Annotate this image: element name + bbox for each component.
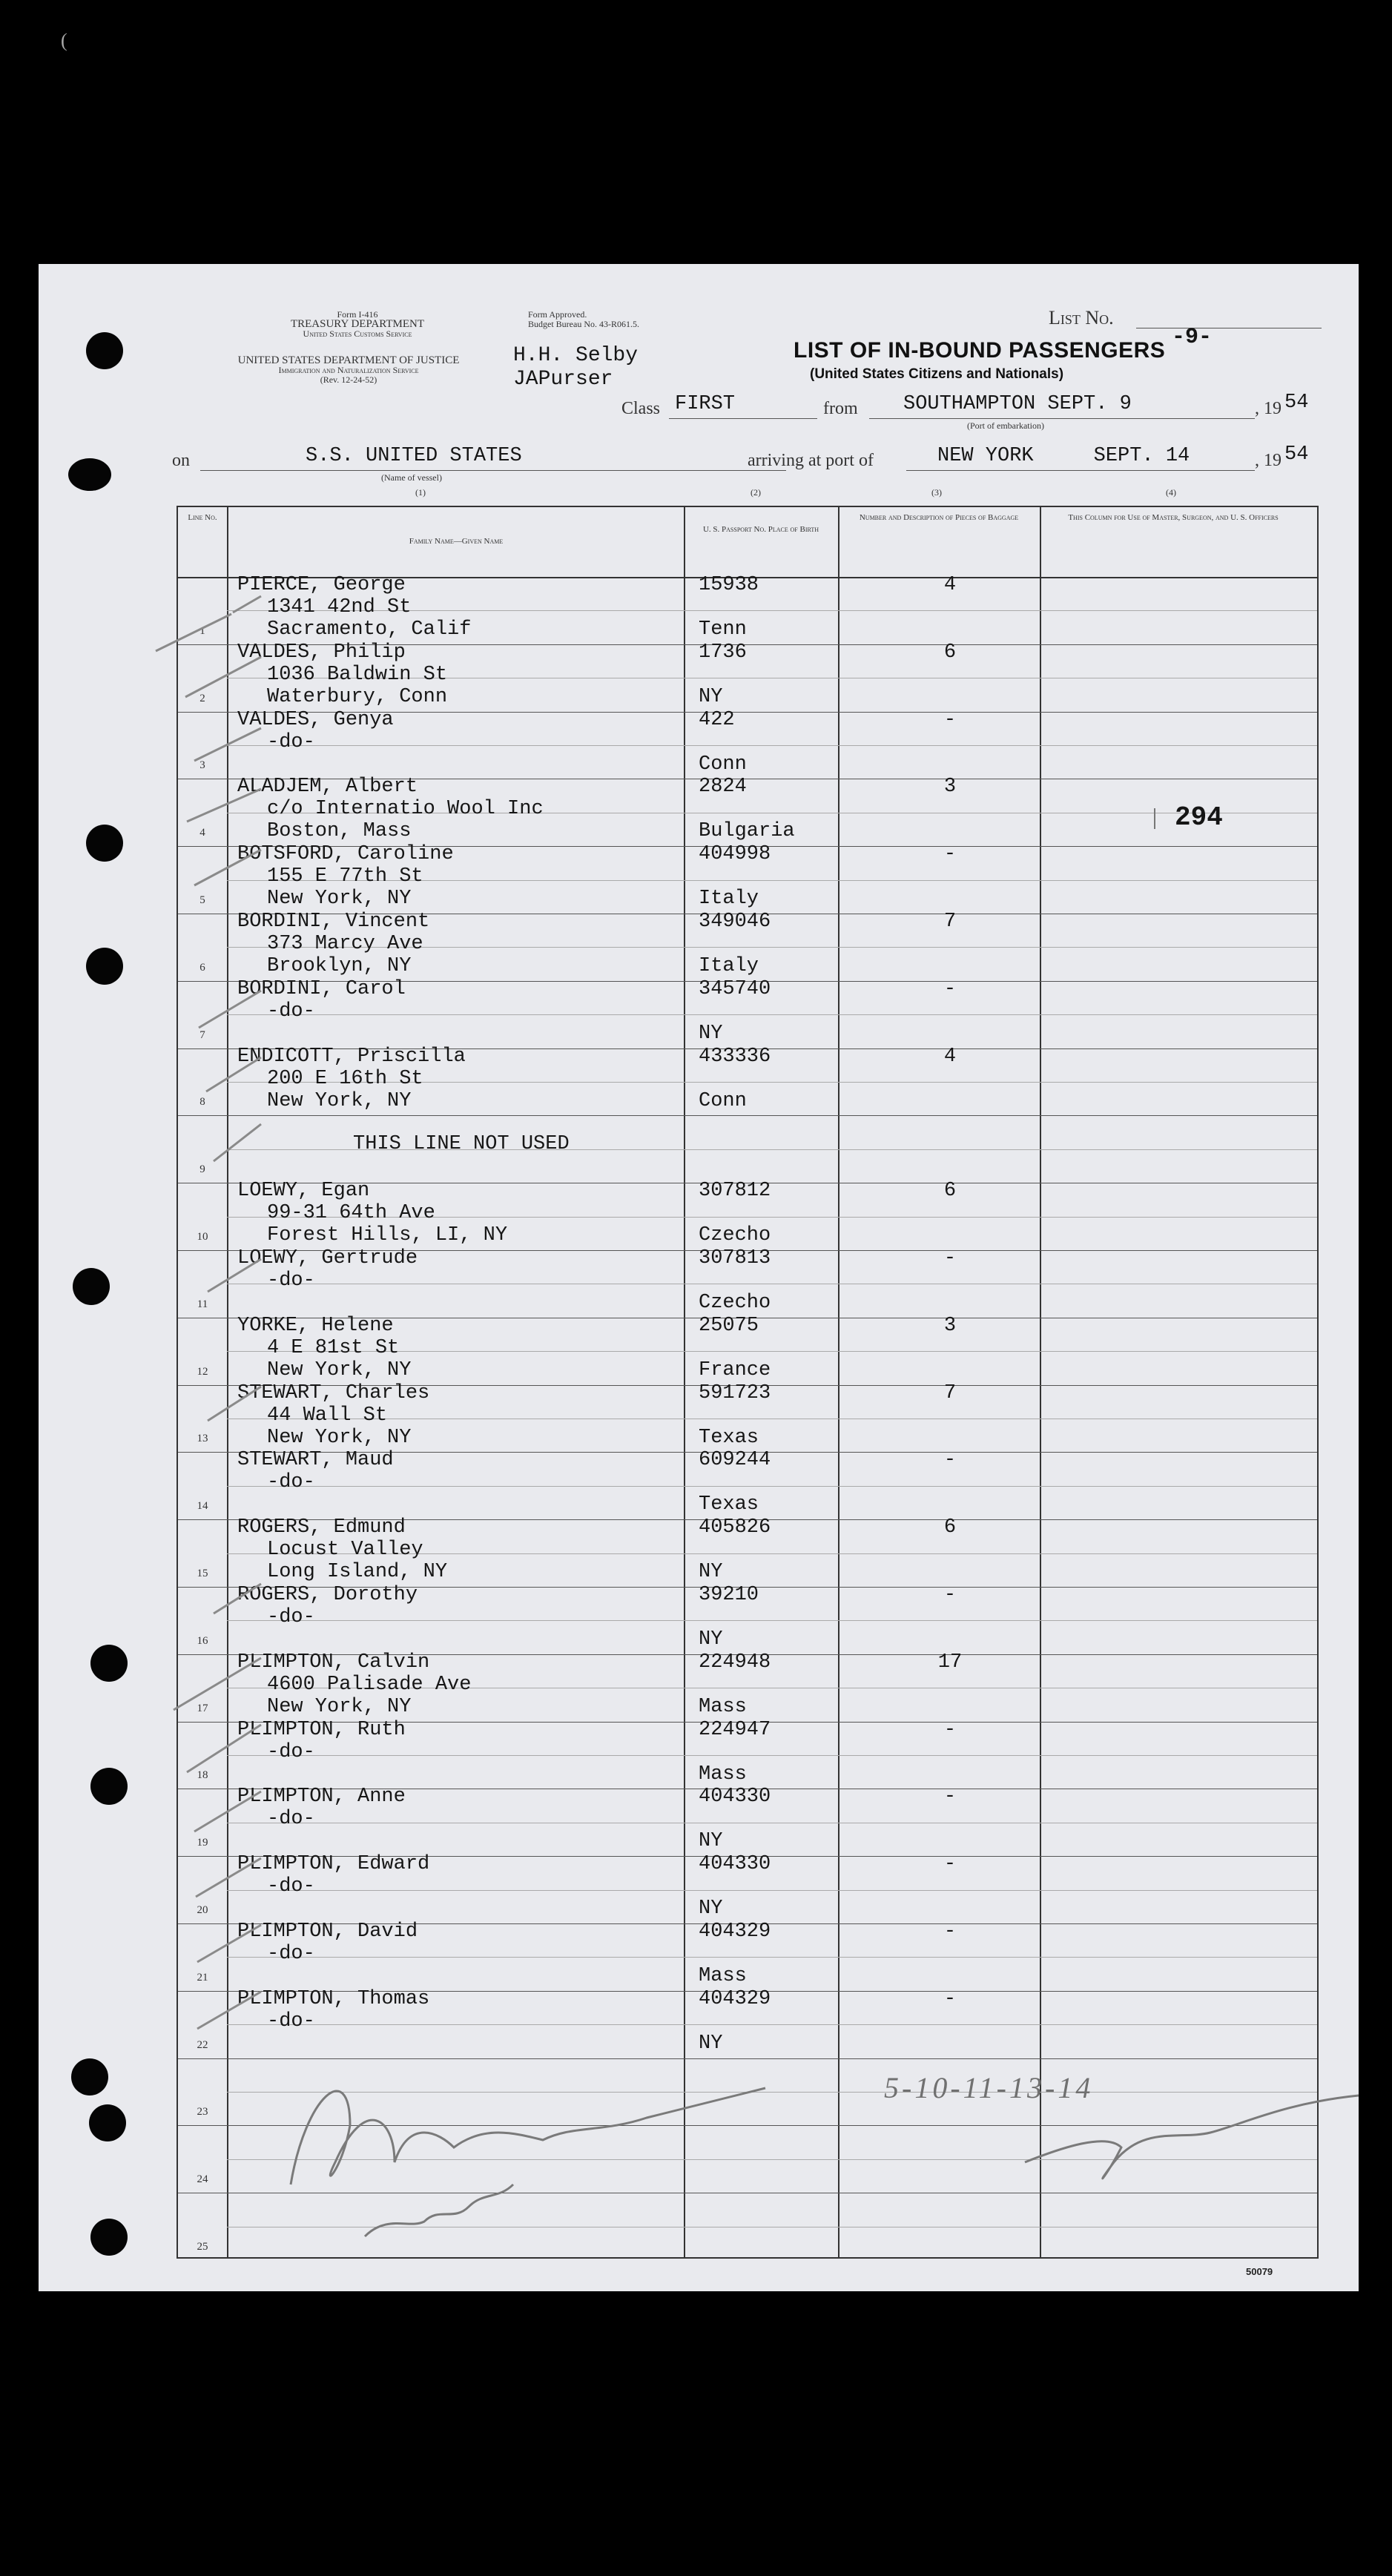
header-line-no: Line No. (188, 513, 217, 522)
baggage-count: - (943, 1786, 957, 1809)
baggage-count: - (943, 1247, 957, 1269)
from-label: from (823, 399, 858, 418)
place-of-birth: Conn (699, 1089, 747, 1112)
vessel-caption: (Name of vessel) (381, 472, 442, 483)
passenger-address-line-1: -do- (267, 730, 315, 753)
passport-number: 15938 (699, 574, 759, 596)
passenger-address-line-1: 4600 Palisade Ave (267, 1673, 472, 1696)
pencil-scrawl (291, 2088, 1359, 2236)
baggage-count: - (943, 1718, 957, 1741)
row-line-number: 22 (197, 2038, 208, 2051)
header-officers: This Column for Use of Master, Surgeon, and U. S. Officers (1068, 513, 1279, 522)
document-title: LIST OF IN-BOUND PASSENGERS (794, 338, 1166, 363)
passenger-name: ROGERS, Edmund (237, 1516, 406, 1539)
officer-number: 294 (1175, 802, 1223, 833)
baggage-count: - (943, 1584, 957, 1606)
row-line-number: 19 (197, 1837, 208, 1849)
passport-number: 25075 (699, 1314, 759, 1337)
row-line-number: 3 (199, 759, 205, 772)
baggage-count: 3 (943, 1314, 957, 1337)
passenger-address-line-1: -do- (267, 1606, 315, 1628)
page-corner-mark: ( (61, 30, 67, 51)
place-of-birth: NY (699, 1898, 723, 1921)
passenger-name: BORDINI, Vincent (237, 911, 430, 933)
passport-number: 404329 (699, 1921, 771, 1943)
form-approved-line: Form Approved. (528, 309, 587, 320)
passenger-address-line-1: -do- (267, 1943, 315, 1965)
place-of-birth: Bulgaria (699, 820, 795, 843)
baggage-count: 3 (943, 776, 957, 799)
passport-number: 422 (699, 708, 735, 731)
passenger-name: PLIMPTON, Calvin (237, 1651, 430, 1674)
header-passport: U. S. Passport No. Place of Birth (702, 525, 819, 534)
place-of-birth: France (699, 1358, 771, 1381)
passenger-address-line-1: -do- (267, 1000, 315, 1023)
place-of-birth: NY (699, 1830, 723, 1853)
list-no-value: -9- (1172, 325, 1213, 350)
baggage-count: - (943, 1987, 957, 2010)
embark-port-date: SOUTHAMPTON SEPT. 9 (903, 393, 1132, 415)
pencil-checkmarks (156, 596, 261, 2029)
passport-number: 591723 (699, 1381, 771, 1404)
passenger-name: VALDES, Philip (237, 641, 406, 664)
baggage-count: 4 (943, 574, 957, 596)
row-line-number: 21 (197, 1971, 208, 1984)
place-of-birth: Czecho (699, 1292, 771, 1314)
year-2: 54 (1284, 443, 1309, 466)
baggage-count: 6 (943, 641, 957, 664)
passport-number: 345740 (699, 977, 771, 1000)
passenger-name: PLIMPTON, David (237, 1921, 418, 1943)
row-line-number: 10 (197, 1230, 208, 1243)
passport-number: 2824 (699, 776, 747, 799)
list-no-label: List No. (1049, 307, 1114, 328)
place-of-birth: NY (699, 1561, 723, 1584)
arriving-label: arriving at port of (748, 451, 874, 470)
passenger-address-line-1: -do- (267, 1471, 315, 1494)
col-number-1: (1) (415, 487, 426, 498)
row-line-number: 16 (197, 1634, 208, 1647)
place-of-birth: Mass (699, 1965, 747, 1987)
ins-line: Immigration and Naturalization Service (278, 365, 419, 375)
treasury-dept: TREASURY DEPARTMENT (290, 318, 425, 330)
place-of-birth: Italy (699, 955, 759, 977)
vessel-name: S.S. UNITED STATES (306, 445, 522, 467)
passenger-name: LOEWY, Egan (237, 1180, 370, 1203)
passenger-address-line-1: Locust Valley (267, 1539, 423, 1562)
row-line-number: 18 (197, 1769, 208, 1782)
baggage-count: 6 (943, 1180, 957, 1203)
passport-number: 307812 (699, 1180, 771, 1203)
baggage-count: 6 (943, 1516, 957, 1539)
arrival-port-date: NEW YORK SEPT. 14 (937, 445, 1190, 467)
class-label: Class (621, 399, 661, 418)
passenger-address-line-1: -do- (267, 2009, 315, 2032)
passenger-address-line-2: Waterbury, Conn (267, 685, 448, 708)
place-of-birth: Texas (699, 1493, 759, 1516)
baggage-count: 7 (943, 911, 957, 933)
passenger-address-line-1: -do- (267, 1875, 315, 1898)
year-1: 54 (1284, 392, 1309, 414)
passenger-address-line-2: New York, NY (267, 888, 412, 911)
purser-name: H.H. Selby (513, 344, 639, 367)
baggage-count: 17 (937, 1651, 963, 1674)
manifest-sheet (39, 264, 1359, 2291)
place-of-birth: Czecho (699, 1224, 771, 1247)
passenger-name: ROGERS, Dorothy (237, 1584, 418, 1606)
baggage-count: - (943, 708, 957, 731)
passenger-address-line-1: -do- (267, 1808, 315, 1831)
baggage-count: - (943, 843, 957, 866)
row-line-number: 9 (199, 1163, 205, 1176)
row-line-number: 2 (199, 692, 205, 704)
passenger-address-line-1: 99-31 64th Ave (267, 1202, 435, 1225)
passenger-name: PLIMPTON, Ruth (237, 1718, 406, 1741)
passenger-address-line-2: New York, NY (267, 1695, 412, 1718)
passport-number: 349046 (699, 911, 771, 933)
row-line-number: 1 (199, 624, 205, 637)
row-line-number: 4 (199, 827, 205, 839)
passport-number: 433336 (699, 1045, 771, 1068)
place-of-birth: NY (699, 685, 723, 708)
place-of-birth: Mass (699, 1763, 747, 1786)
baggage-count: - (943, 1853, 957, 1876)
row-line-number: 7 (199, 1028, 205, 1041)
form-number: Form I-416 (337, 309, 378, 320)
class-value: FIRST (675, 393, 736, 415)
col-number-4: (4) (1166, 487, 1176, 498)
passenger-name: BORDINI, Carol (237, 977, 406, 1000)
passenger-address-line-1: 1341 42nd St (267, 596, 412, 618)
passport-number: 307813 (699, 1247, 771, 1269)
row-note: THIS LINE NOT USED (353, 1133, 570, 1156)
row-line-number: 6 (199, 961, 205, 974)
passenger-address-line-1: 200 E 16th St (267, 1067, 423, 1090)
row-line-number: 17 (197, 1702, 208, 1714)
passenger-address-line-2: Forest Hills, LI, NY (267, 1224, 508, 1247)
passenger-address-line-2: Sacramento, Calif (267, 618, 472, 641)
row-line-number: 11 (197, 1298, 208, 1310)
place-of-birth: Conn (699, 753, 747, 776)
place-of-birth: NY (699, 2032, 723, 2055)
baggage-count: 4 (943, 1045, 957, 1068)
place-of-birth: NY (699, 1022, 723, 1045)
passport-number: 404998 (699, 843, 771, 866)
passenger-address-line-2: New York, NY (267, 1358, 412, 1381)
revision-line: (Rev. 12-24-52) (320, 374, 377, 385)
purser-title: JAPurser (513, 368, 613, 391)
baggage-count: 7 (943, 1381, 957, 1404)
row-line-number: 25 (197, 2240, 208, 2253)
passenger-name: STEWART, Charles (237, 1381, 430, 1404)
year-prefix-2: , 19 (1255, 451, 1282, 470)
passport-number: 224948 (699, 1651, 771, 1674)
passenger-name: BOTSFORD, Caroline (237, 843, 454, 866)
passenger-address-line-2: New York, NY (267, 1426, 412, 1449)
passenger-address-line-1: 155 E 77th St (267, 865, 423, 888)
passenger-name: YORKE, Helene (237, 1314, 394, 1337)
passenger-name: PIERCE, George (237, 574, 406, 596)
place-of-birth: Tenn (699, 618, 747, 641)
passenger-name: PLIMPTON, Anne (237, 1786, 406, 1809)
passenger-name: STEWART, Maud (237, 1449, 394, 1472)
budget-bureau-line: Budget Bureau No. 43-R061.5. (528, 319, 639, 329)
passport-number: 609244 (699, 1449, 771, 1472)
baggage-count: - (943, 977, 957, 1000)
place-of-birth: Texas (699, 1426, 759, 1449)
document-subtitle: (United States Citizens and Nationals) (810, 366, 1064, 382)
on-label: on (172, 451, 190, 470)
row-line-number: 8 (199, 1096, 205, 1109)
passenger-address-line-1: -do- (267, 1740, 315, 1763)
passenger-name: LOEWY, Gertrude (237, 1247, 418, 1269)
row-line-number: 13 (197, 1433, 208, 1445)
year-prefix-1: , 19 (1255, 399, 1282, 418)
passport-number: 224947 (699, 1718, 771, 1741)
row-line-number: 20 (197, 1903, 208, 1916)
port-embark-caption: (Port of embarkation) (967, 420, 1044, 431)
passenger-address-line-1: 44 Wall St (267, 1404, 388, 1427)
baggage-count: - (943, 1921, 957, 1943)
passport-number: 404330 (699, 1786, 771, 1809)
row-line-number: 12 (197, 1365, 208, 1378)
passenger-address-line-1: 4 E 81st St (267, 1336, 400, 1359)
passport-number: 404329 (699, 1987, 771, 2010)
col-number-3: (3) (931, 487, 942, 498)
passport-number: 405826 (699, 1516, 771, 1539)
passenger-name: ALADJEM, Albert (237, 776, 418, 799)
row-line-number: 23 (197, 2106, 208, 2118)
passenger-address-line-1: 1036 Baldwin St (267, 663, 448, 686)
baggage-count: - (943, 1449, 957, 1472)
passport-number: 404330 (699, 1853, 771, 1876)
passenger-name: VALDES, Genya (237, 708, 394, 731)
row-line-number: 5 (199, 894, 205, 906)
passenger-name: PLIMPTON, Thomas (237, 1987, 430, 2010)
passenger-address-line-1: -do- (267, 1269, 315, 1292)
header-name: Family Name—Given Name (409, 537, 504, 546)
passenger-name: PLIMPTON, Edward (237, 1853, 430, 1876)
handwritten-line-list: 5-10-11-13-14 (884, 2071, 1094, 2104)
passenger-address-line-2: Long Island, NY (267, 1561, 448, 1584)
passenger-name: ENDICOTT, Priscilla (237, 1045, 466, 1068)
justice-dept: UNITED STATES DEPARTMENT OF JUSTICE (237, 354, 460, 366)
customs-service: United States Customs Service (303, 328, 412, 339)
row-line-number: 24 (197, 2173, 208, 2186)
form-code: 50079 (1246, 2266, 1273, 2277)
handwritten-signature-drawing (39, 264, 1359, 2291)
row-line-number: 15 (197, 1567, 208, 1579)
passenger-address-line-1: c/o Internatio Wool Inc (267, 798, 544, 821)
row-line-number: 14 (197, 1500, 208, 1513)
passport-number: 1736 (699, 641, 747, 664)
place-of-birth: Italy (699, 888, 759, 911)
passenger-address-line-2: New York, NY (267, 1089, 412, 1112)
place-of-birth: Mass (699, 1695, 747, 1718)
passenger-address-line-2: Boston, Mass (267, 820, 412, 843)
passport-number: 39210 (699, 1584, 759, 1606)
place-of-birth: NY (699, 1628, 723, 1651)
header-baggage: Number and Description of Pieces of Baggage (859, 513, 1019, 522)
col-number-2: (2) (751, 487, 761, 498)
passenger-address-line-1: 373 Marcy Ave (267, 933, 423, 955)
passenger-address-line-2: Brooklyn, NY (267, 955, 412, 977)
